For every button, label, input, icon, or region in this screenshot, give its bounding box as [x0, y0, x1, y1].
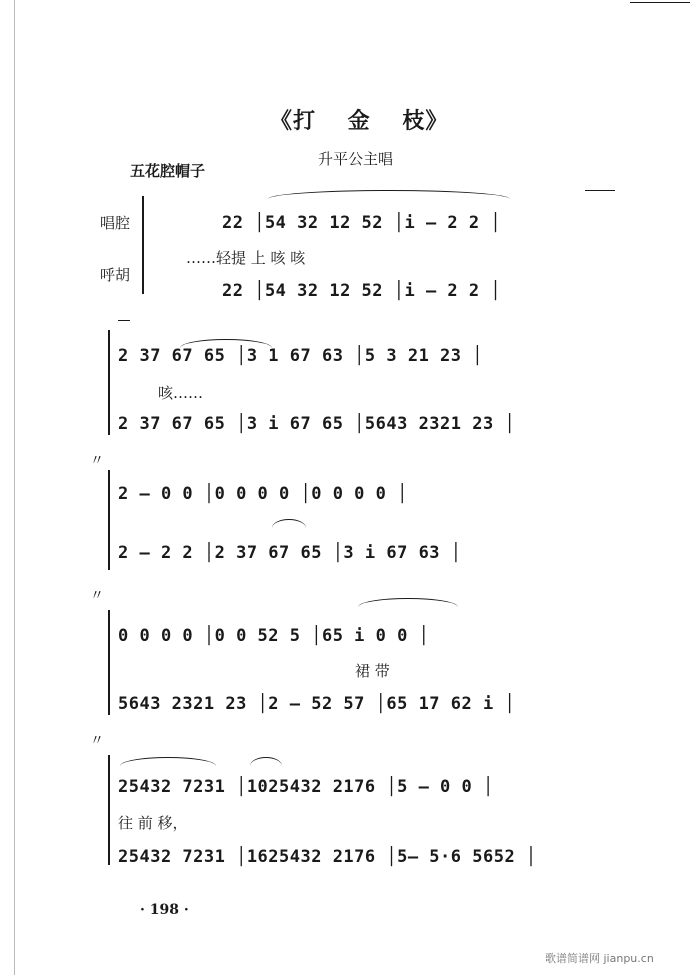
system-2-bracket: [108, 330, 110, 435]
system-1-huqin-notes: 22 │54 32 12 52 │i — 2 2 │: [222, 281, 502, 301]
system-3-voice-notes: 2 — 0 0 │0 0 0 0 │0 0 0 0 │: [118, 484, 408, 504]
system-3-slur: [272, 519, 306, 528]
system-5-repeat-mark: 〃: [90, 733, 104, 749]
system-4-lyrics: 裙 带: [355, 662, 390, 680]
system-2-start-mark: [118, 320, 130, 321]
page-margin-line: [14, 0, 15, 975]
system-5-slur-b: [250, 757, 282, 766]
system-5-voice-notes: 25432 7231 │1025432 2176 │5 — 0 0 │: [118, 777, 494, 797]
style-label: 五花腔帽子: [130, 162, 206, 180]
system-4-huqin-notes: 5643 2321 23 │2 — 52 57 │65 17 62 i │: [118, 694, 516, 714]
system-2-voice-notes: 2 37 67 65 │3 1 67 63 │5 3 21 23 │: [118, 346, 483, 366]
top-edge-mark: [630, 2, 690, 3]
page-title: 《打 金 枝》: [270, 108, 449, 134]
system-3-huqin-notes: 2 — 2 2 │2 37 67 65 │3 i 67 63 │: [118, 543, 462, 563]
system-5-slur-a: [120, 757, 216, 766]
system-4-repeat-mark: 〃: [90, 588, 104, 604]
page-number: · 198 ·: [140, 902, 189, 918]
singer-credit: 升平公主唱: [318, 150, 394, 168]
system-5-huqin-notes: 25432 7231 │1625432 2176 │5— 5·6 5652 │: [118, 847, 537, 867]
system-2-lyrics: 咳……: [158, 384, 204, 402]
system-3-bracket: [108, 470, 110, 570]
watermark: 歌谱简谱网 jianpu.cn: [545, 952, 654, 965]
part-label-voice: 唱腔: [100, 214, 131, 232]
system-1-continuation-mark: [585, 190, 615, 191]
system-1-bracket: [142, 196, 144, 294]
system-5-lyrics: 往 前 移，: [118, 814, 188, 832]
system-5-bracket: [108, 755, 110, 865]
part-label-huqin: 呼胡: [100, 266, 131, 284]
system-1-voice-notes: 22 │54 32 12 52 │i — 2 2 │: [222, 213, 502, 233]
system-1-slur: [268, 190, 510, 199]
system-4-bracket: [108, 610, 110, 715]
system-2-huqin-notes: 2 37 67 65 │3 i 67 65 │5643 2321 23 │: [118, 414, 516, 434]
system-1-lyrics: ……轻提 上 咳 咳: [186, 249, 306, 267]
system-4-voice-notes: 0 0 0 0 │0 0 52 5 │65 i 0 0 │: [118, 626, 430, 646]
system-3-repeat-mark: 〃: [90, 453, 104, 469]
system-4-slur: [358, 598, 458, 607]
